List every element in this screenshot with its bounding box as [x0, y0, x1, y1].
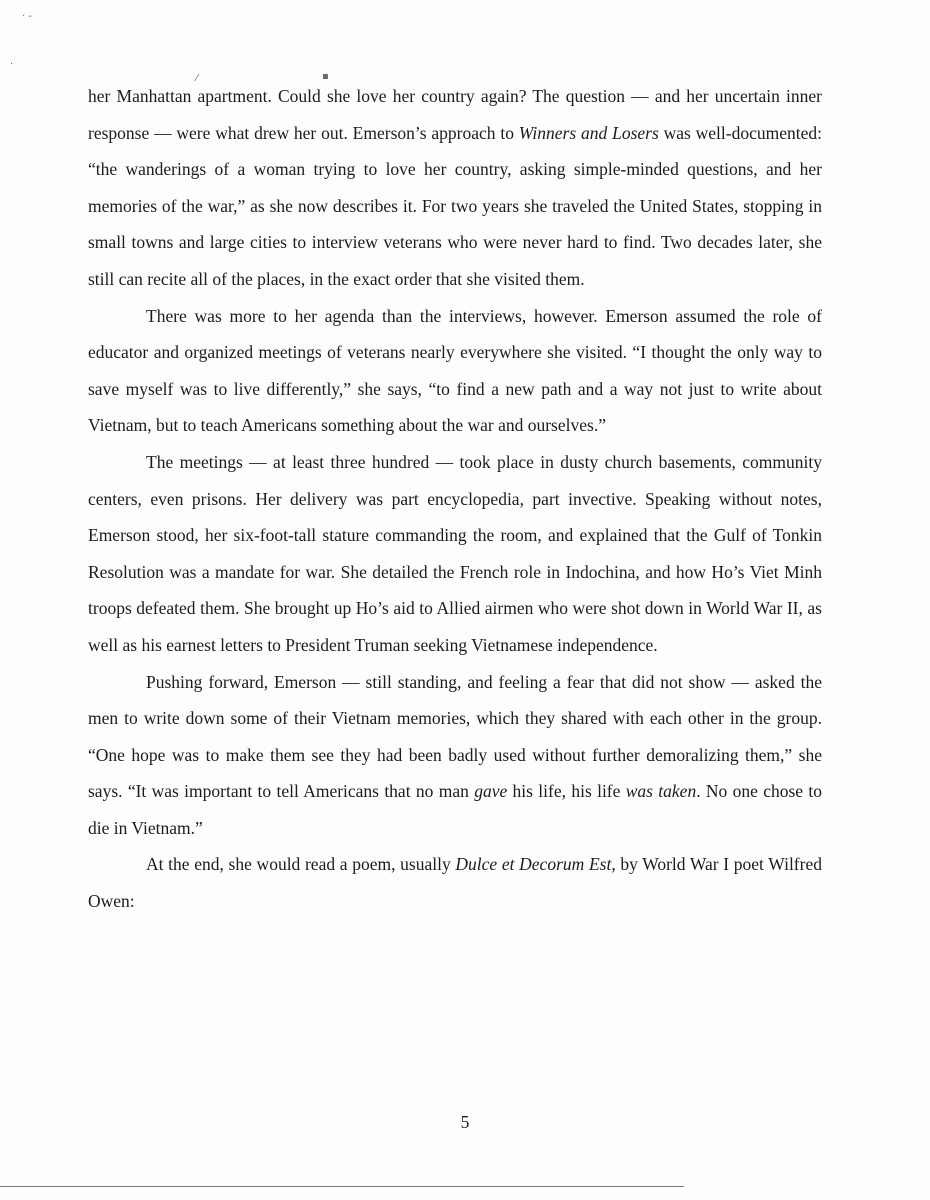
paragraph-1-run-1: her Manhattan apartment. Could she love her country again? The question — and her uncertain inner response — were what drew her out. Emerson’s approach to	[88, 86, 822, 143]
scan-speck-mark: ▪	[322, 71, 329, 82]
scan-speck-mark: ·	[10, 59, 14, 70]
paragraph-2-run-1: There was more to her agenda than the interviews, however. Emerson assumed the role of educator and organized meetings of veterans nearly everywhere she visited. “I thought the only way to save myself was to live differently,” she says, “to find a new path and a way not just to write about Vietnam, but to teach Americans something about the war and ourselves.”	[88, 305, 822, 436]
poem-title-dulce-et-decorum-est: Dulce et Decorum Est	[455, 854, 612, 875]
paragraph-3	[88, 444, 822, 664]
bottom-rule-divider	[0, 1186, 684, 1187]
emphasis-was-taken: was taken	[625, 781, 697, 802]
paragraph-5-run-3: , by World War I poet Wilfred Owen:	[88, 854, 822, 912]
paragraph-1-run-3: was well-documented: “the wanderings of a woman trying to love her country, asking simple-minded questions, and her memories of the war,” as she now describes it. For two years she traveled the United States, stopping in small towns and large cities to interview veterans who were never hard to find. Two decades later, she still can recite all of the places, in the exact order that she visited them.	[88, 122, 822, 289]
paragraph-3-run-1: The meetings — at least three hundred — took place in dusty church basements, community centers, even prisons. Her delivery was part encyclopedia, part invective. Speaking without notes, Emerson stood, her six-foot-tall stature commanding the room, and explained that the Gulf of Tonkin Resolution was a mandate for war. She detailed the French role in Indochina, and how Ho’s Viet Minh troops defeated them. She brought up Ho’s aid to Allied airmen who were shot down in World War II, as well as his earnest letters to President Truman seeking Vietnamese independence.	[88, 451, 822, 655]
paragraph-4-run-5: . No one chose to die in Vietnam.”	[88, 781, 822, 838]
paragraph-1	[88, 78, 822, 298]
body-text	[88, 78, 822, 920]
scan-speck-mark: · -	[22, 11, 32, 22]
paragraph-5	[88, 846, 822, 919]
paragraph-5-run-1: At the end, she would read a poem, usually	[146, 854, 456, 875]
book-title-winners-and-losers: Winners and Losers	[518, 122, 659, 143]
paragraph-4-run-1: Pushing forward, Emerson — still standing, and feeling a fear that did not show — asked the men to write down some of their Vietnam memories, which they shared with each other in the group. “One hope was to make them see they had been badly used without further demoralizing them,” she says. “It was important to tell Americans that no man	[88, 671, 822, 802]
emphasis-gave: gave	[474, 781, 508, 802]
handwritten-stroke-mark: ⁄	[196, 73, 198, 84]
page-number: 5	[460, 1112, 470, 1132]
paragraph-4-run-3: his life, his life	[507, 781, 626, 802]
paragraph-2	[88, 298, 822, 444]
paragraph-4	[88, 664, 822, 847]
